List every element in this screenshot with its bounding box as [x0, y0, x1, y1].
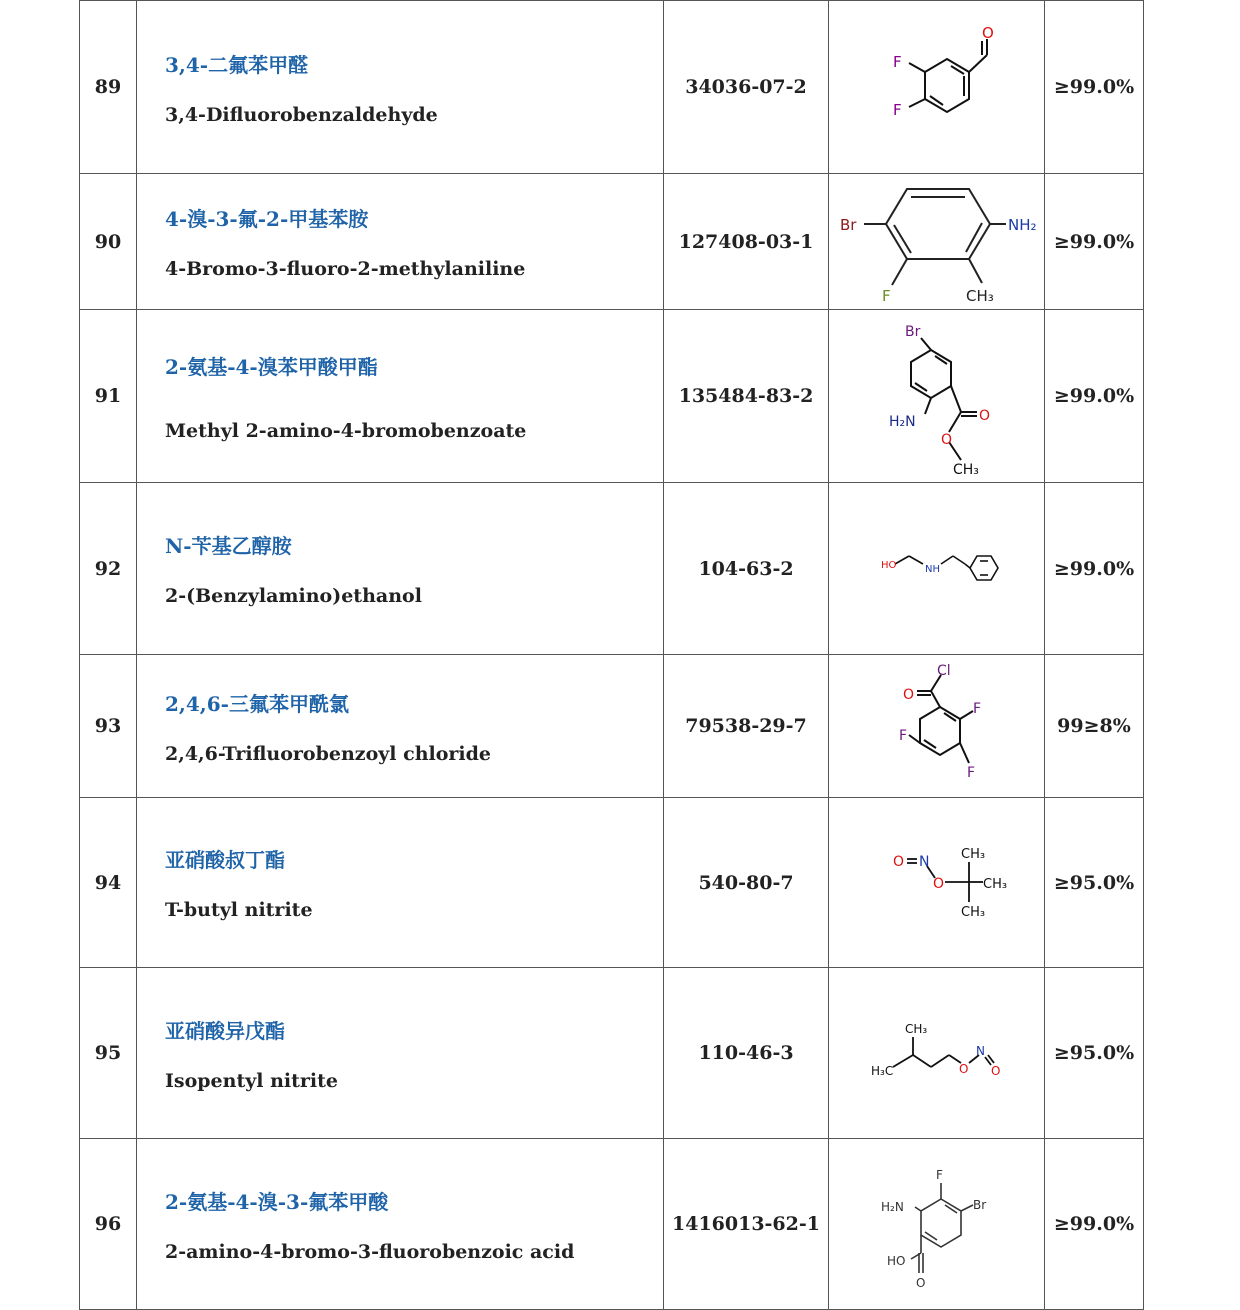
methyl-aminobromobenzoate-structure-icon	[837, 316, 1037, 476]
english-name: 2-amino-4-bromo-3-fluorobenzoic acid	[165, 1240, 575, 1263]
row-number: 89	[80, 1, 137, 174]
table-row	[80, 655, 1144, 798]
atom-label: O	[940, 432, 952, 448]
atom-label: O	[932, 875, 944, 892]
isopentyl-nitrite-structure-icon	[837, 1013, 1037, 1093]
trifluorobenzoyl-chloride-structure-icon	[837, 661, 1037, 791]
chinese-name: 4-溴-3-氟-2-甲基苯胺	[165, 207, 369, 231]
product-name-cell	[137, 483, 664, 655]
purity-value: ≥95.0%	[1045, 798, 1144, 968]
atom-label: Br	[972, 1198, 986, 1212]
table-row	[80, 483, 1144, 655]
row-number: 96	[80, 1139, 137, 1310]
product-name-cell	[137, 798, 664, 968]
chinese-name: N-苄基乙醇胺	[165, 534, 292, 558]
row-number: 94	[80, 798, 137, 968]
atom-label: O	[892, 853, 904, 870]
atom-label: H₂N	[880, 1200, 904, 1214]
chinese-name: 2-氨基-4-溴苯甲酸甲酯	[165, 354, 378, 379]
cas-number: 127408-03-1	[664, 174, 829, 310]
product-name-cell	[137, 655, 664, 798]
atom-label: F	[898, 728, 907, 744]
atom-label: O	[958, 1062, 968, 1076]
structure-cell	[829, 310, 1045, 483]
structure-cell	[829, 798, 1045, 968]
english-name: 2-(Benzylamino)ethanol	[165, 585, 422, 607]
atom-label: NH	[924, 563, 940, 575]
cas-number: 1416013-62-1	[664, 1139, 829, 1310]
cas-number: 540-80-7	[664, 798, 829, 968]
atom-label: CH₃	[960, 846, 985, 862]
chinese-name: 亚硝酸叔丁酯	[165, 848, 285, 872]
atom-label: O	[990, 1064, 1000, 1078]
cas-number: 135484-83-2	[664, 310, 829, 483]
english-name: 4-Bromo-3-fluoro-2-methylaniline	[165, 258, 526, 280]
atom-label: CH₃	[904, 1022, 927, 1036]
english-name: Isopentyl nitrite	[165, 1069, 338, 1092]
atom-label: F	[881, 286, 891, 305]
purity-value: 99≥8%	[1045, 655, 1144, 798]
purity-value: ≥99.0%	[1045, 310, 1144, 483]
atom-label: H₂N	[888, 414, 916, 430]
product-name-cell	[137, 310, 664, 483]
atom-label: CH₃	[965, 286, 994, 305]
product-name-cell	[137, 1139, 664, 1310]
atom-label: N	[918, 853, 929, 870]
english-name: 2,4,6-Trifluorobenzoyl chloride	[165, 742, 491, 765]
atom-label: F	[972, 701, 981, 717]
atom-label: F	[966, 765, 975, 781]
atom-label: N	[975, 1044, 985, 1058]
product-table	[79, 0, 1144, 1310]
cas-number: 110-46-3	[664, 968, 829, 1139]
table-row	[80, 310, 1144, 483]
cas-number: 34036-07-2	[664, 1, 829, 174]
row-number: 90	[80, 174, 137, 310]
english-name: Methyl 2-amino-4-bromobenzoate	[165, 419, 527, 442]
product-name-cell	[137, 1, 664, 174]
purity-value: ≥99.0%	[1045, 1, 1144, 174]
structure-cell	[829, 1139, 1045, 1310]
table-row	[80, 1139, 1144, 1310]
atom-label: O	[915, 1276, 925, 1290]
row-number: 92	[80, 483, 137, 655]
chinese-name: 亚硝酸异戊酯	[165, 1018, 285, 1043]
difluorobenzaldehyde-structure-icon	[837, 17, 1037, 157]
atom-label: CH₃	[952, 462, 979, 476]
cas-number: 104-63-2	[664, 483, 829, 655]
atom-label: HO	[886, 1254, 905, 1268]
structure-cell	[829, 483, 1045, 655]
english-name: 3,4-Difluorobenzaldehyde	[165, 103, 438, 126]
atom-label: O	[981, 24, 994, 42]
atom-label: F	[935, 1168, 943, 1182]
table-row	[80, 174, 1144, 310]
atom-label: F	[892, 53, 902, 71]
table-row	[80, 968, 1144, 1139]
purity-value: ≥99.0%	[1045, 483, 1144, 655]
purity-value: ≥95.0%	[1045, 968, 1144, 1139]
purity-value: ≥99.0%	[1045, 1139, 1144, 1310]
atom-label: Br	[904, 324, 920, 340]
purity-value: ≥99.0%	[1045, 174, 1144, 310]
product-name-cell	[137, 174, 664, 310]
structure-cell	[829, 655, 1045, 798]
bromofluoromethylaniline-structure-icon	[832, 177, 1042, 307]
chinese-name: 3,4-二氟苯甲醛	[165, 52, 309, 77]
row-number: 91	[80, 310, 137, 483]
chinese-name: 2,4,6-三氟苯甲酰氯	[165, 691, 349, 716]
row-number: 93	[80, 655, 137, 798]
table-row	[80, 1, 1144, 174]
tbutyl-nitrite-structure-icon	[837, 838, 1037, 928]
english-name: T-butyl nitrite	[165, 899, 313, 921]
chinese-name: 2-氨基-4-溴-3-氟苯甲酸	[165, 1189, 389, 1214]
atom-label: H₃C	[870, 1064, 893, 1078]
atom-label: CH₃	[982, 876, 1007, 892]
atom-label: Br	[839, 215, 856, 234]
atom-label: O	[978, 408, 990, 424]
aminobromofluorobenzoic-acid-structure-icon	[837, 1149, 1037, 1299]
atom-label: Cl	[936, 663, 951, 679]
row-number: 95	[80, 968, 137, 1139]
structure-cell	[829, 968, 1045, 1139]
atom-label: CH₃	[960, 904, 985, 920]
atom-label: O	[902, 687, 914, 703]
structure-cell	[829, 174, 1045, 310]
cas-number: 79538-29-7	[664, 655, 829, 798]
table-row	[80, 798, 1144, 968]
benzylaminoethanol-structure-icon	[837, 534, 1037, 604]
atom-label: HO	[880, 559, 896, 571]
product-name-cell	[137, 968, 664, 1139]
structure-cell	[829, 1, 1045, 174]
atom-label: NH₂	[1007, 215, 1037, 234]
atom-label: F	[892, 101, 902, 119]
